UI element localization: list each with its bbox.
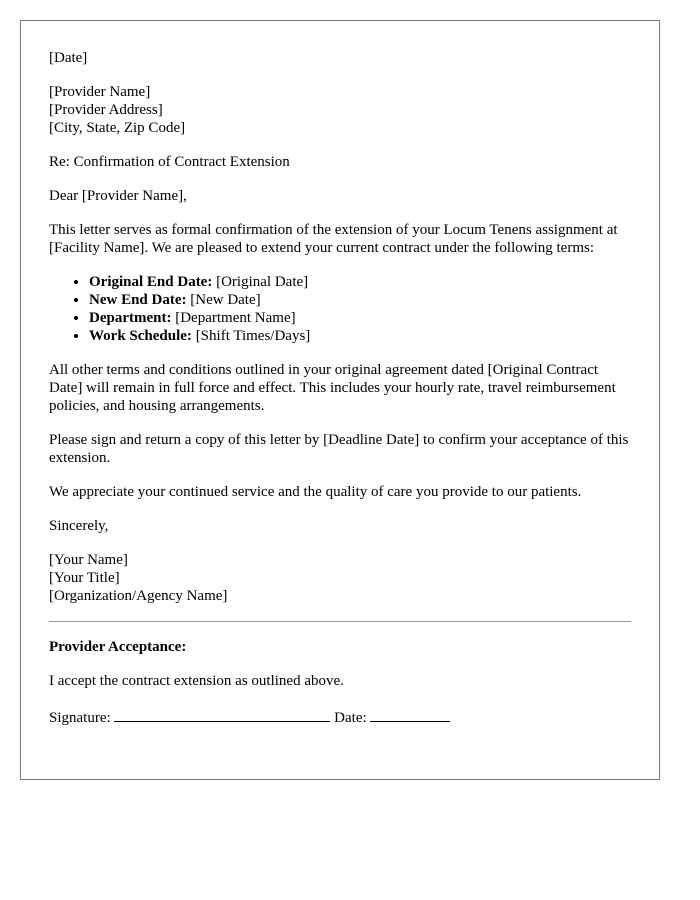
terms-list — [49, 273, 631, 345]
terms-paragraph: All other terms and conditions outlined in your original agreement dated [Original Contract Date] will remain in full force and effect. This includes your hourly rate, travel reimbursement policies, and housing arrangements. — [49, 362, 616, 414]
acceptance-heading: Provider Acceptance: — [49, 639, 187, 655]
subject-line: Re: Confirmation of Contract Extension — [49, 154, 290, 170]
term-value: [Original Date] — [212, 274, 309, 290]
letter-date — [49, 49, 631, 67]
sender-name: [Your Name] — [49, 552, 128, 568]
salutation: Dear [Provider Name], — [49, 188, 187, 204]
date-label: Date: — [334, 710, 367, 726]
acceptance-statement: I accept the contract extension as outlined above. — [49, 673, 344, 689]
recipient-city-state-zip: [City, State, Zip Code] — [49, 120, 186, 136]
signature-row — [49, 706, 631, 727]
term-label: Department: — [89, 310, 172, 326]
term-item-department — [89, 309, 631, 327]
recipient-name: [Provider Name] — [49, 84, 151, 100]
term-label: New End Date: — [89, 292, 187, 308]
term-label: Original End Date: — [89, 274, 213, 290]
term-item-new-end-date — [89, 291, 631, 309]
date-field[interactable] — [370, 706, 450, 722]
sender-block — [49, 551, 631, 605]
recipient-address: [Provider Address] — [49, 102, 163, 118]
return-paragraph: Please sign and return a copy of this letter by [Deadline Date] to confirm your acceptance of this extension. — [49, 432, 629, 466]
term-item-original-end-date — [89, 273, 631, 291]
term-value: [Department Name] — [171, 310, 296, 326]
appreciation-paragraph: We appreciate your continued service and the quality of care you provide to our patients. — [49, 484, 582, 500]
term-value: [Shift Times/Days] — [191, 328, 311, 344]
term-value: [New Date] — [186, 292, 261, 308]
recipient-address-block — [49, 83, 631, 137]
section-divider — [49, 621, 631, 622]
signature-label: Signature: — [49, 710, 111, 726]
sender-title: [Your Title] — [49, 570, 120, 586]
signature-field[interactable] — [114, 706, 330, 722]
term-label: Work Schedule: — [89, 328, 192, 344]
term-item-work-schedule — [89, 327, 631, 345]
sender-organization: [Organization/Agency Name] — [49, 588, 228, 604]
closing: Sincerely, — [49, 518, 109, 534]
letter-page — [20, 20, 660, 780]
intro-paragraph: This letter serves as formal confirmation of the extension of your Locum Tenens assignment at [Facility Name]. We are pleased to extend your current contract under the following terms: — [49, 222, 618, 256]
date-text: [Date] — [49, 50, 88, 66]
